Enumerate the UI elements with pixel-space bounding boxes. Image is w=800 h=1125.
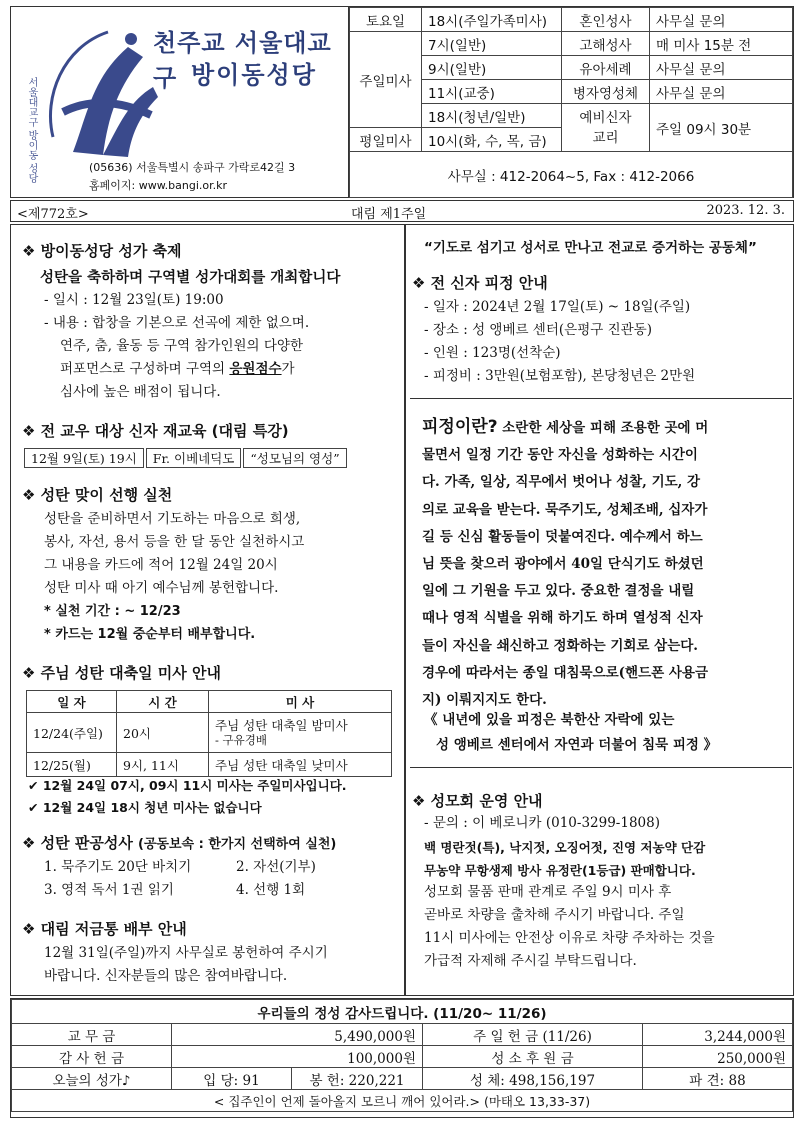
notice-line: ✔ 12월 24일 18시 청년 미사는 없습니다: [28, 800, 262, 815]
text-line: 그 내용을 카드에 적어 12월 24일 20시: [44, 557, 278, 573]
weekday-time: 10시(화, 수, 목, 금): [422, 128, 562, 152]
service-value: 사무실 문의: [650, 56, 793, 80]
weekday-label: 평일미사: [350, 128, 422, 152]
text-span: 퍼포먼스로 구성하며 구역의: [60, 361, 230, 377]
hymn-recessional: 파 견: 88: [643, 1068, 793, 1090]
text-line: 성모회 물품 판매 관계로 주일 9시 미사 후: [424, 884, 672, 900]
retreat-explainer: [422, 414, 788, 714]
parish-title-line1: 천주교 서울대교구: [153, 29, 332, 92]
offering-value: 250,000원: [643, 1046, 793, 1068]
text-line: 봉사, 자선, 용서 등을 한 달 동안 실천하시고: [44, 534, 305, 550]
offering-label: 주 일 헌 금 (11/26): [423, 1024, 643, 1046]
parish-title-line2: 방이동성당: [191, 61, 317, 89]
offering-value: 100,000원: [172, 1046, 423, 1068]
table-row: [27, 713, 392, 753]
text-line: - 일시 : 12월 23일(토) 19:00: [44, 292, 224, 308]
text-line: - 피정비 : 3만원(보험포함), 본당청년은 2만원: [424, 368, 696, 384]
text-line: 심사에 높은 배점이 됩니다.: [60, 384, 221, 400]
text-line: * 실천 기간 : ~ 12/23: [44, 604, 181, 619]
office-contact: 사무실 : 412-2064~5, Fax : 412-2066: [350, 152, 793, 198]
logo-ring-text: 서울대교구 방이동 성당: [26, 77, 37, 184]
service-value: 사무실 문의: [650, 8, 793, 32]
issue-date-bar: [10, 200, 794, 222]
explainer-line: 때나 영적 식별을 위해 하기도 하며 열성적 신자: [422, 610, 703, 627]
lecture-date: 12월 9일(토) 19시: [24, 448, 144, 468]
explainer-line: 물면서 일정 기간 동안 자신을 성화하는 시간이: [422, 447, 698, 464]
penance-option: 4. 선행 1회: [236, 882, 306, 898]
lecture-info: [24, 448, 347, 468]
text-line: 가급적 자제해 주시길 부탁드립니다.: [424, 953, 637, 969]
offering-label: 성 소 후 원 금: [423, 1046, 643, 1068]
table-header: 일 자: [27, 691, 117, 713]
parish-logo-icon: [33, 17, 163, 167]
service-label: 유아세례: [562, 56, 650, 80]
product-line: 무농약 무항생제 방사 유정란(1등급) 판매합니다.: [424, 863, 696, 878]
text-line: [60, 358, 295, 381]
text-line: - 일자 : 2024년 2월 17일(토) ~ 18일(주일): [424, 299, 691, 315]
sunday-time: 7시(일반): [422, 32, 562, 56]
table-header: 시 간: [117, 691, 209, 713]
text-line: 바랍니다. 신자분들의 많은 참여바랍니다.: [44, 968, 288, 984]
offering-label: 감 사 헌 금: [12, 1046, 172, 1068]
section-title: ❖ 성모회 운영 안내: [412, 792, 543, 810]
catechism-label: 예비신자 교리: [562, 104, 650, 152]
offering-value: 3,244,000원: [643, 1024, 793, 1046]
service-value: 사무실 문의: [650, 80, 793, 104]
section-title: ❖ 성탄 판공성사: [22, 834, 133, 852]
section-title: ❖ 전 신자 피정 안내: [412, 274, 548, 292]
section-title-note: (공동보속 : 한가지 선택하여 실천): [137, 837, 337, 852]
table-cell: 20시: [117, 713, 209, 753]
service-value: 매 미사 15분 전: [650, 32, 793, 56]
text-line: 연주, 춤, 율동 등 구역 참가인원의 다양한: [60, 338, 303, 354]
text-line: 12월 31일(주일)까지 사무실로 봉헌하여 주시기: [44, 945, 328, 961]
parish-motto: “기도로 섬기고 성서로 만나고 전교로 증거하는 공동체”: [424, 240, 757, 256]
penance-option: 1. 묵주기도 20단 바치기: [44, 859, 192, 875]
offering-footer: [10, 998, 794, 1118]
parish-homepage: 홈페이지: www.bangi.or.kr: [89, 179, 228, 192]
text-line: - 인원 : 123명(선착순): [424, 345, 561, 361]
lecture-speaker: Fr. 이베네딕도: [146, 448, 242, 468]
sunday-time: 11시(교중): [422, 80, 562, 104]
table-header: 미 사: [209, 691, 392, 713]
section-title: ❖ 대림 저금통 배부 안내: [22, 920, 187, 938]
offering-table: [11, 999, 793, 1112]
text-line: - 장소 : 성 앵베르 센터(은평구 진관동): [424, 322, 652, 338]
explainer-line: 의로 교육을 받는다. 묵주기도, 성체조배, 십자가: [422, 501, 708, 518]
sat-label: 토요일: [350, 8, 422, 32]
issue-number: <제772호>: [17, 207, 89, 222]
liturgical-week: 대림 제1주일: [351, 207, 427, 222]
explainer-line: 길 등 신심 활동들이 덧붙여진다. 예수께서 하느: [422, 528, 703, 545]
mass-schedule-table: [349, 7, 793, 197]
thanks-title: 우리들의 정성 감사드립니다. (11/20~ 11/26): [12, 1000, 793, 1024]
text-line: 곧바로 차량을 출차해 주시기 바랍니다. 주일: [424, 907, 685, 923]
sunday-time: 9시(일반): [422, 56, 562, 80]
explainer-line: 다. 가족, 일상, 직무에서 벗어나 성찰, 기도, 강: [422, 474, 701, 491]
explainer-quote: 성 앵베르 센터에서 자연과 더불어 침묵 피정 》: [436, 737, 718, 753]
text-line: 11시 미사에는 안전상 이유로 차량 주차하는 것을: [424, 930, 715, 946]
hymn-offertory: 봉 헌: 220,221: [292, 1068, 423, 1090]
emphasis-text: 응원점수: [229, 361, 282, 377]
text-span: 가: [281, 361, 295, 377]
offering-value: 5,490,000원: [172, 1024, 423, 1046]
section-title: ❖ 방이동성당 성가 축제: [22, 242, 182, 260]
text-line: 성탄 미사 때 아기 예수님께 봉헌합니다.: [44, 580, 279, 596]
table-cell: 주님 성탄 대축일 낮미사: [209, 753, 392, 777]
table-cell: [209, 713, 392, 753]
service-label: 혼인성사: [562, 8, 650, 32]
explainer-line: 소란한 세상을 피해 조용한 곳에 머: [502, 420, 709, 436]
issue-date: 2023. 12. 3.: [706, 203, 785, 218]
gospel-verse: < 집주인이 언제 돌아올지 모르니 깨어 있어라.> (마태오 13,33-37): [12, 1090, 793, 1112]
text-line: - 내용 : 합창을 기본으로 선곡에 제한 없으며.: [44, 315, 310, 331]
explainer-quote: 《 내년에 있을 피정은 북한산 자락에 있는: [424, 712, 675, 728]
offering-label: 교 무 금: [12, 1024, 172, 1046]
text-line: - 문의 : 이 베로니카 (010-3299-1808): [424, 815, 660, 831]
sat-time: 18시(주일가족미사): [422, 8, 562, 32]
mass-name: 주님 성탄 대축일 밤미사: [215, 717, 348, 733]
section-title: ❖ 주님 성탄 대축일 미사 안내: [22, 664, 221, 682]
service-label: 고해성사: [562, 32, 650, 56]
section-subtitle: 성탄을 축하하며 구역별 성가대회를 개최합니다: [40, 270, 341, 286]
table-cell: 12/24(주일): [27, 713, 117, 753]
section-title-row: [22, 832, 336, 853]
hymn-label: 오늘의 성가♪: [12, 1068, 172, 1090]
explainer-line: 지) 이뤄지지도 한다.: [422, 692, 547, 709]
notice-line: ✔ 12월 24일 07시, 09시 11시 미사는 주일미사입니다.: [28, 778, 347, 793]
parish-logo-area: [11, 7, 349, 197]
sunday-label: 주일미사: [350, 32, 422, 128]
header: [10, 6, 794, 198]
explainer-line: 경우에 따라서는 종일 대침묵으로(핸드폰 사용금: [422, 664, 709, 681]
mass-note: - 구유경배: [215, 732, 267, 747]
text-line: * 카드는 12월 중순부터 배부합니다.: [44, 627, 256, 642]
explainer-line: 님 뜻을 찾으러 광야에서 40일 단식기도 하셨던: [422, 556, 704, 573]
parish-address: (05636) 서울특별시 송파구 가락로42길 3: [89, 161, 296, 174]
penance-option: 2. 자선(기부): [236, 859, 316, 875]
section-title: ❖ 성탄 맞이 선행 실천: [22, 486, 173, 504]
penance-option: 3. 영적 독서 1권 읽기: [44, 882, 174, 898]
hymn-entrance: 입 당: 91: [172, 1068, 292, 1090]
text-line: 성탄을 준비하면서 기도하는 마음으로 희생,: [44, 511, 301, 527]
column-divider: [404, 224, 406, 996]
explainer-line: 일에 그 기원을 두고 있다. 중요한 결정을 내릴: [422, 583, 695, 600]
hymn-communion: 성 체: 498,156,197: [423, 1068, 643, 1090]
sunday-time: 18시(청년/일반): [422, 104, 562, 128]
table-cell: 12/25(월): [27, 753, 117, 777]
product-line: 백 명란젓(특), 낙지젓, 오징어젓, 진영 저농약 단감: [424, 840, 706, 855]
explainer-line: 들이 자신을 쇄신하고 정화하는 기회로 삼는다.: [422, 637, 698, 654]
christmas-mass-table: [26, 690, 392, 777]
table-row: [27, 753, 392, 777]
catechism-value: 주일 09시 30분: [650, 104, 793, 152]
service-label: 병자영성체: [562, 80, 650, 104]
explainer-heading: 피정이란?: [422, 417, 498, 437]
table-cell: 9시, 11시: [117, 753, 209, 777]
lecture-topic: “성모님의 영성”: [243, 448, 346, 468]
section-title: ❖ 전 교우 대상 신자 재교육 (대림 특강): [22, 422, 289, 440]
